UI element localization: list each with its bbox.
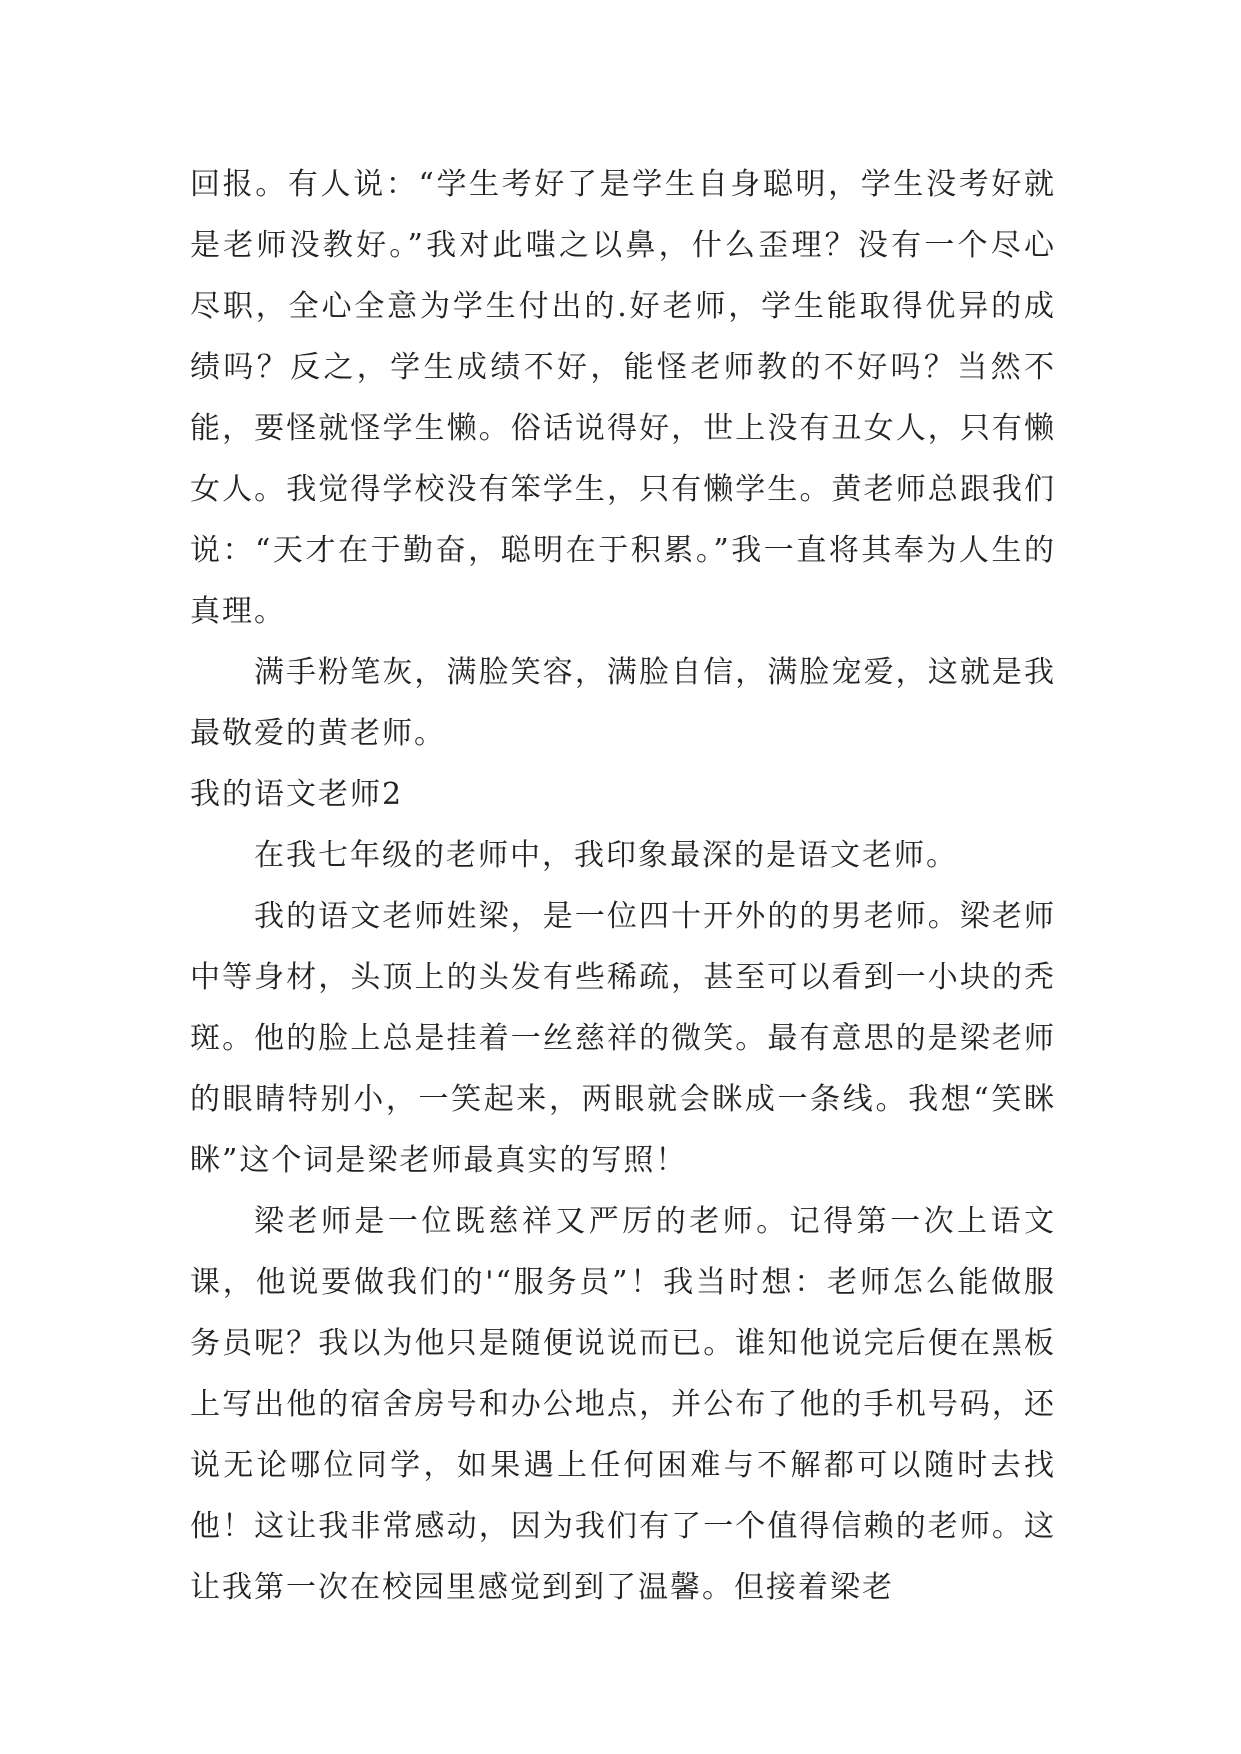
section-heading: 我的语文老师2 (190, 777, 404, 812)
paragraph-description: 我的语文老师姓梁，是一位四十开外的的男老师。梁老师中等身材，头顶上的头发有些稀疏，甚至可以看到一小块的秃斑。他的脸上总是挂着一丝慈祥的微笑。最有意思的是梁老师的眼睛特别小，一笑起来，两眼就会眯成一条线。我想“笑眯眯”这个词是梁老师最真实的写照！ (190, 899, 1056, 1178)
paragraph-continuation: 回报。有人说：“学生考好了是学生自身聪明，学生没考好就是老师没教好。”我对此嗤之以鼻，什么歪理？没有一个尽心尽职，全心全意为学生付出的.好老师，学生能取得优异的成绩吗？反之，学生成绩不好，能怪老师教的不好吗？当然不能，要怪就怪学生懒。俗话说得好，世上没有丑女人，只有懒女人。我觉得学校没有笨学生，只有懒学生。黄老师总跟我们说：“天才在于勤奋，聪明在于积累。”我一直将其奉为人生的真理。 (190, 167, 1056, 629)
paragraph-intro: 在我七年级的老师中，我印象最深的是语文老师。 (254, 838, 958, 873)
paragraph-story: 梁老师是一位既慈祥又严厉的老师。记得第一次上语文课，他说要做我们的'“服务员”！我当时想：老师怎么能做服务员呢？我以为他只是随便说说而已。谁知他说完后便在黑板上写出他的宿舍房号和办公地点，并公布了他的手机号码，还说无论哪位同学，如果遇上任何困难与不解都可以随时去找他！这让我非常感动，因为我们有了一个值得信赖的老师。这让我第一次在校园里感觉到到了温馨。但接着梁老 (190, 1204, 1056, 1605)
document-body (190, 154, 1056, 1618)
paragraph-closing: 满手粉笔灰，满脸笑容，满脸自信，满脸宠爱，这就是我最敬爱的黄老师。 (190, 655, 1056, 751)
